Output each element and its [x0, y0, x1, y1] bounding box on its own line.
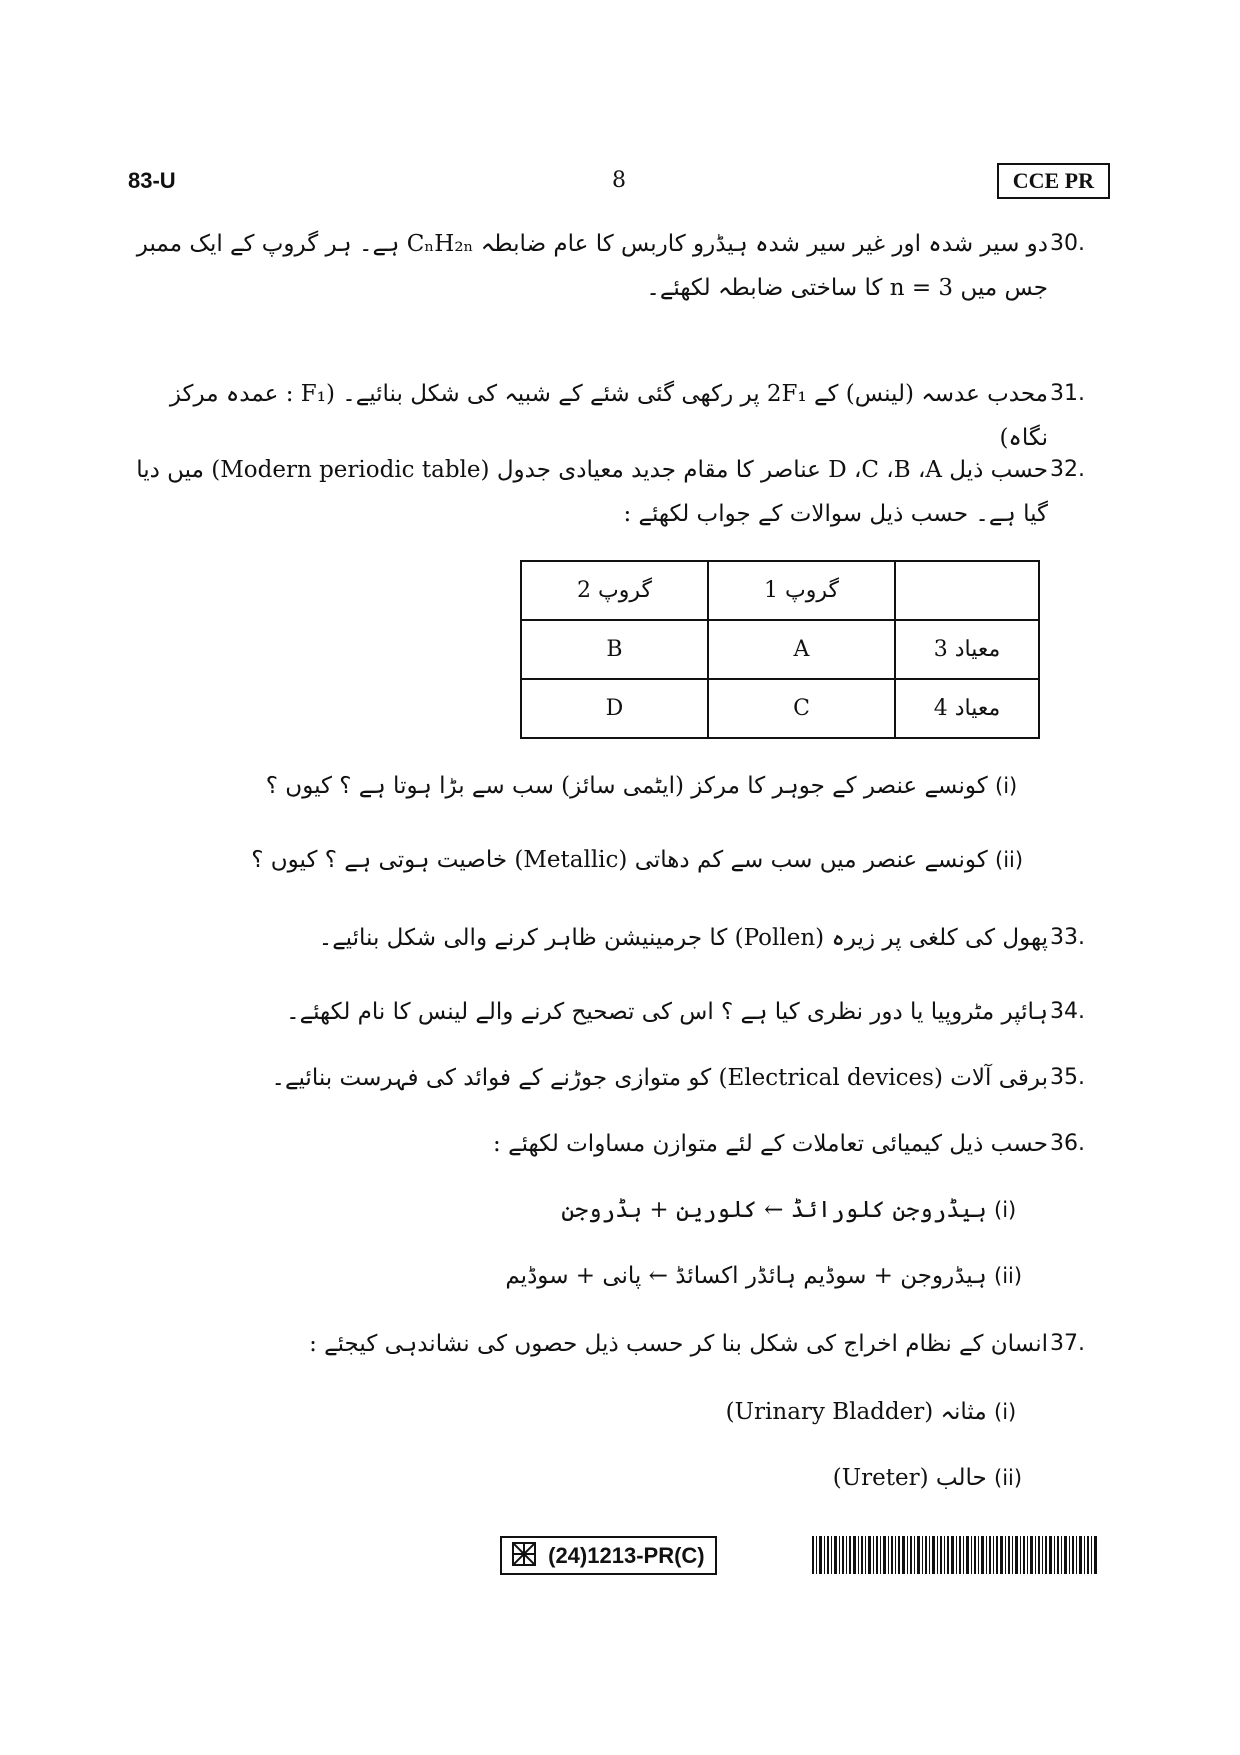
sub-text: مثانہ (Urinary Bladder) [725, 1399, 987, 1425]
series-code-box: CCE PR [997, 163, 1110, 199]
question-32 [128, 448, 1110, 536]
question-37 [128, 1322, 1110, 1366]
question-text: محدب عدسہ (لینس) کے 2F₁ پر رکھی گئی شئے کے شبیہ کی شکل بنائیے۔ (F₁ : عمدہ مرکز نگاہ) [169, 381, 1048, 451]
question-text: ہائپر مٹروپیا یا دور نظری کیا ہے ؟ اس کی تصحیح کرنے والے لینس کا نام لکھئے۔ [286, 999, 1048, 1025]
question-31 [128, 372, 1110, 460]
barcode [812, 1536, 1098, 1574]
sub-text: ہیڈروجن کلورائڈ ← کلورین + ہڈروجن [561, 1197, 987, 1223]
question-number: 33. [1050, 925, 1085, 950]
question-text: برقی آلات (Electrical devices) کو متوازی جوڑنے کے فوائد کی فہرست بنائیے۔ [271, 1065, 1048, 1091]
q36-sub-i [344, 1190, 1044, 1230]
periodic-position-table [520, 560, 1040, 739]
sub-text: کونسے عنصر کے جوہر کا مرکز (ایٹمی سائز) سب سے بڑا ہوتا ہے ؟ کیوں ؟ [265, 773, 988, 799]
sub-text: کونسے عنصر میں سب سے کم دھاتی (Metallic) خاصیت ہوتی ہے ؟ کیوں ؟ [251, 847, 988, 873]
q32-sub-i [245, 766, 1045, 806]
table-cell: C [708, 679, 895, 738]
question-text: دو سیر شدہ اور غیر سیر شدہ ہیڈرو کاربس کا عام ضابطہ CₙH₂ₙ ہے۔ ہر گروپ کے ایک ممبر جس میں n = 3 کا ساختی ضابطہ لکھئے۔ [136, 231, 1048, 301]
table-cell: B [521, 620, 708, 679]
question-number: 30. [1050, 231, 1085, 256]
sub-number: (i) [994, 1198, 1017, 1222]
sub-text: ہیڈروجن + سوڈیم ہائڈر اکسائڈ ← پانی + سوڈیم [505, 1263, 987, 1289]
question-number: 31. [1050, 381, 1085, 406]
emblem-icon [512, 1542, 536, 1566]
table-row [521, 561, 1039, 620]
table-cell: گروپ 1 [708, 561, 895, 620]
table-cell [895, 561, 1039, 620]
sub-number: (ii) [994, 1264, 1023, 1288]
q32-sub-ii [245, 840, 1045, 880]
question-35 [128, 1056, 1110, 1100]
sub-number: (ii) [995, 848, 1024, 872]
q37-sub-ii [444, 1458, 1044, 1498]
question-number: 35. [1050, 1065, 1085, 1090]
question-text: حسب ذیل کیمیائی تعاملات کے لئے متوازن مساوات لکھئے : [493, 1131, 1048, 1157]
question-30 [128, 222, 1110, 310]
question-text: انسان کے نظام اخراج کی شکل بنا کر حسب ذیل حصوں کی نشاندہی کیجئے : [309, 1331, 1048, 1357]
question-text: حسب ذیل D ،C ،B ،A عناصر کا مقام جدید معیادی جدول (Modern periodic table) میں دیا گیا ہے۔ حسب ذیل سوالات کے جواب لکھئے : [136, 457, 1048, 527]
question-number: 37. [1050, 1331, 1085, 1356]
table-cell: A [708, 620, 895, 679]
question-text: پھول کی کلغی پر زیرہ (Pollen) کا جرمینیشن ظاہر کرنے والی شکل بنائیے۔ [318, 925, 1048, 951]
sub-text: حالب (Ureter) [832, 1465, 987, 1491]
table-row [521, 679, 1039, 738]
q36-sub-ii [344, 1256, 1044, 1296]
question-number: 32. [1050, 457, 1085, 482]
paper-code: 83-U [128, 168, 176, 193]
q37-sub-i [444, 1392, 1044, 1432]
table-cell: معیاد 4 [895, 679, 1039, 738]
table-row [521, 620, 1039, 679]
question-36 [128, 1122, 1110, 1166]
page-number: 8 [612, 168, 626, 193]
question-number: 36. [1050, 1131, 1085, 1156]
table-cell: گروپ 2 [521, 561, 708, 620]
sub-number: (i) [995, 774, 1018, 798]
sub-number: (i) [994, 1400, 1017, 1424]
footer-code-box [500, 1536, 717, 1575]
question-33 [128, 916, 1110, 960]
table-cell: D [521, 679, 708, 738]
question-34 [128, 990, 1110, 1034]
sub-number: (ii) [994, 1466, 1023, 1490]
footer-code: (24)1213-PR(C) [548, 1543, 705, 1568]
question-number: 34. [1050, 999, 1085, 1024]
table-cell: معیاد 3 [895, 620, 1039, 679]
